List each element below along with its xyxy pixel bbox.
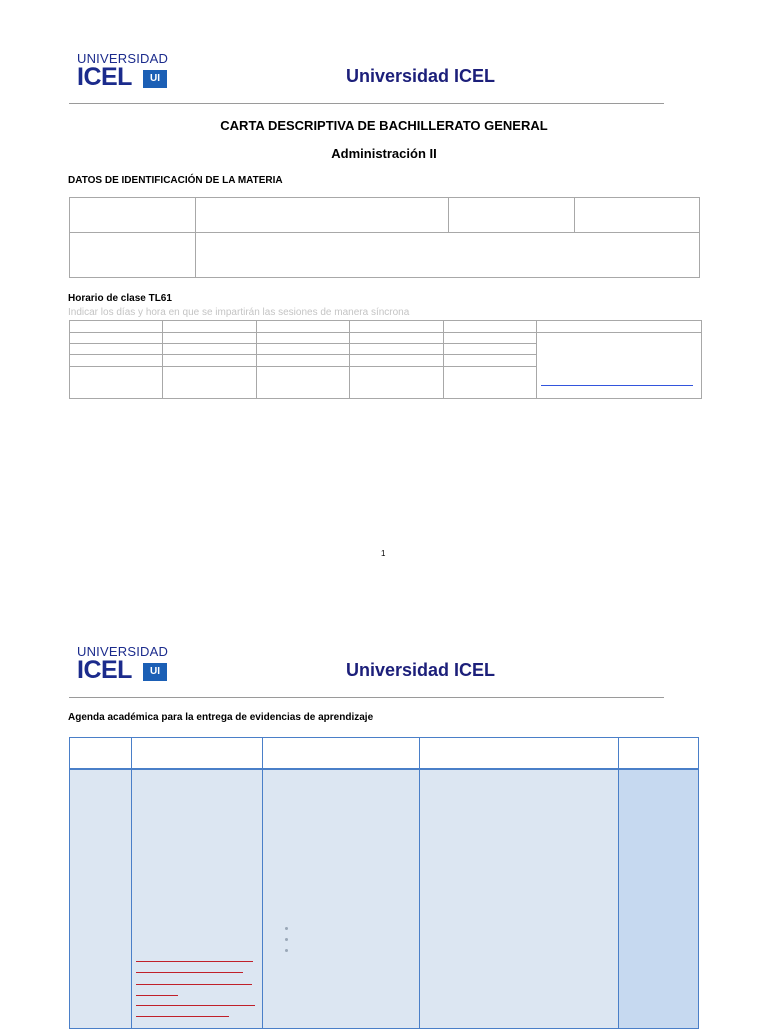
meeting-link[interactable] [541,385,693,386]
schedule-cell [69,366,163,399]
id-cell [69,232,196,278]
logo-badge: UI [143,70,167,88]
agenda-cell [69,769,132,1029]
header-divider [69,103,664,104]
id-cell [69,197,196,233]
evidence-link[interactable] [136,995,178,996]
schedule-cell [349,366,444,399]
header-divider [69,697,664,698]
agenda-header-cell [131,737,263,770]
logo-main-text: ICEL [77,656,132,684]
agenda-header-cell [262,737,420,770]
header-title: Universidad ICEL [346,660,496,680]
id-cell [195,197,449,233]
page-number: 1 [381,549,386,558]
logo-main-text: ICEL [77,63,132,91]
agenda-cell [419,769,619,1029]
logo-top-text: UNIVERSIDAD [77,644,169,659]
agenda-cell [618,769,699,1029]
schedule-merged-cell [536,332,702,399]
schedule-cell [256,366,350,399]
logo-badge: UI [143,663,167,681]
bullet-dot [285,949,288,952]
university-logo [77,645,177,687]
evidence-link[interactable] [136,972,243,973]
document-title: CARTA DESCRIPTIVA DE BACHILLERATO GENERAL [220,118,548,133]
evidence-link[interactable] [136,961,253,962]
agenda-label: Agenda académica para la entrega de evidencias de aprendizaje [68,712,374,723]
agenda-cell [131,769,263,1029]
agenda-header-cell [69,737,132,770]
agenda-header-cell [618,737,699,770]
id-section-label: DATOS DE IDENTIFICACIÓN DE LA MATERIA [68,175,283,186]
evidence-link[interactable] [136,1016,229,1017]
logo-top-text: UNIVERSIDAD [77,51,169,66]
id-cell [574,197,700,233]
bullet-dot [285,938,288,941]
header-title: Universidad ICEL [346,66,496,86]
subject-title: Administración II [331,146,437,161]
evidence-link[interactable] [136,984,252,985]
bullet-dot [285,927,288,930]
header-bottom-rule [69,768,699,770]
schedule-cell [443,366,537,399]
id-cell [448,197,575,233]
agenda-header-cell [419,737,619,770]
agenda-cell [262,769,420,1029]
schedule-label: Horario de clase TL61 [68,293,172,304]
university-logo [77,52,177,94]
evidence-link[interactable] [136,1005,255,1006]
schedule-cell [162,366,257,399]
schedule-hint: Indicar los días y hora en que se impartirán las sesiones de manera síncrona [68,307,410,318]
id-cell [195,232,700,278]
